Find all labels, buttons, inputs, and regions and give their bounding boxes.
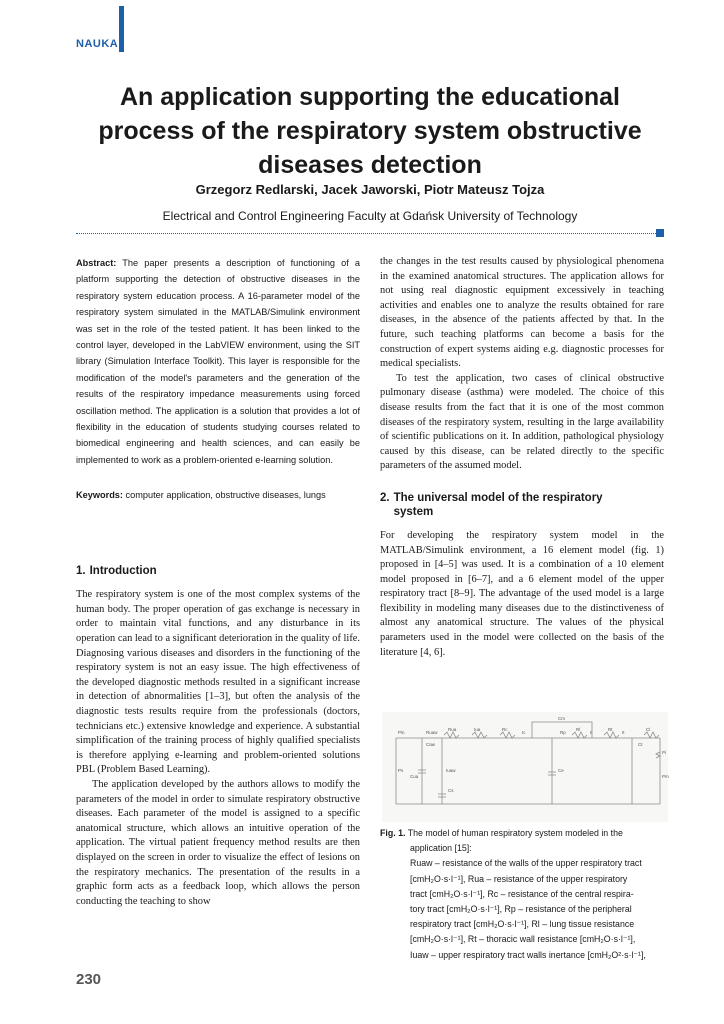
section-1-number: 1.: [76, 565, 86, 578]
figure-caption: [380, 826, 664, 963]
divider-end-square: [656, 229, 664, 237]
right-paragraph-1: the changes in the test results caused by physiological phenomena in the examined anatomical structures. The application allows for not using real diagnostic equipment excessively in teaching activities and enables one to analyze the results obtained for rare diseases, in the absence of the patients affected by that. In the future, such teaching platforms can become a basis for the construction of expert systems aiding e.g. diagnostic processes for medical specialists.: [380, 256, 664, 370]
figure-background: [382, 712, 668, 822]
left-column: [76, 255, 360, 909]
caption-line: tract [cmH₂O·s·l⁻¹], Rc – resistance of the central respira-: [410, 888, 634, 899]
label-ct: Ct: [638, 742, 643, 747]
abstract-text: The paper presents a description of functioning of a platform supporting the detection of obstructive diseases in the respiratory system education process. A 16-parameter model of the respiratory system simulated in the MATLAB/Simulink environment was set in the role of the tested patient. It has been linked to the control layer, developed in the LabVIEW environment, using the SIT library (Simulation Interface Toolkit). This layer is responsible for the modification of the model's parameters and the generation of the results of the respiratory impedance measurements using forced oscillation method. The application is a solution that provides a lot of flexibility in the education of students studying courses related to biomedical engineering and health sciences, and can easily be implemented to work as a problem-oriented e-learning solution.: [76, 258, 361, 465]
section-2-heading: [380, 491, 664, 519]
caption-text: The model of human respiratory system modeled in the: [407, 828, 623, 838]
label-ic: Ic: [522, 730, 526, 735]
intro-paragraph-1: The respiratory system is one of the most complex systems of the human body. The proper operation of gas exchange is necessary in order to maintain vital functions, and any disturbance in its operation can lead to a significant deterioration in the quality of life. Diagnosing various diseases and disorders in the functioning of the respiratory system is not an easy issue. The high effectiveness of the developed diagnostic methods resulted in a significant increase in detection of abnormalities [1–3], but often the analysis of the diagnostic tests results require from the professionals (doctors, technicians etc.) extensive knowledge and experience. A substantial simplification of the training process of highly qualified specialists is therefore applying e-learning and problem-oriented solutions PBL (Problem Based Learning).: [76, 589, 360, 776]
caption-line: application [15]:: [410, 843, 472, 854]
label-rt: Rt: [608, 727, 613, 732]
caption-line: respiratory tract [cmH₂O·s·l⁻¹], Rl – lung tissue resistance: [410, 919, 635, 930]
caption-line: Ruaw – resistance of the walls of the upper respiratory tract: [410, 858, 642, 869]
label-rua: Rua: [448, 727, 457, 732]
label-pi: Pi: [662, 750, 667, 755]
model-paragraph: For developing the respiratory system model in the MATLAB/Simulink environment, a 16 element model (fig. 1) proposed in [4–5] was used. It is a combination of a 10 element model proposed in [6–7], and a 6 element model of the upper respiratory tract [8–9]. The advantage of the used model is a large flexibility in modeling many diseases due to the distinctiveness of almost any anatomical structure. The values of the physical parameters used in the model were collected on the basis of the literature [4, 6].: [380, 529, 664, 658]
section-1-heading: [76, 564, 360, 578]
label-pin: Pin: [398, 730, 405, 735]
caption-line: [380, 826, 664, 841]
keywords-label: Keywords:: [76, 490, 123, 501]
label-iuaw: Iuaw: [446, 768, 456, 773]
keywords: [76, 488, 360, 502]
page-number: 230: [76, 971, 102, 988]
label-pm: Pm: [662, 774, 669, 779]
caption-line: [cmH₂O·s·l⁻¹], Rua – resistance of the upper respiratory: [410, 873, 628, 884]
label-cm: Cm: [558, 716, 565, 721]
label-rp: Rp: [560, 730, 566, 735]
label-rl: Rl: [576, 727, 581, 732]
section-1-title: Introduction: [89, 565, 157, 578]
abstract: [76, 255, 360, 468]
label-caw: Caw: [426, 742, 436, 747]
keywords-text: computer application, obstructive diseases, lungs: [125, 490, 326, 501]
label-rc: Rc: [502, 727, 508, 732]
section-tag: NAUKA: [76, 38, 119, 50]
paper-title: An application supporting the educational process of the respiratory system obstructive diseases detection: [98, 83, 642, 179]
caption-line: tory tract [cmH₂O·s·l⁻¹], Rp – resistance of the peripheral: [410, 904, 632, 915]
section-accent-bar: [119, 6, 124, 52]
section-2-title: The universal model of the respiratory system: [393, 491, 603, 518]
label-iua: Iua: [474, 727, 481, 732]
section-2-number: 2.: [380, 491, 390, 504]
circuit-diagram-figure: [382, 712, 668, 822]
label-cua: Cua: [410, 774, 419, 779]
caption-label: Fig. 1.: [380, 828, 406, 838]
caption-line: Iuaw – upper respiratory tract walls inertance [cmH₂O²·s·l⁻¹],: [410, 949, 646, 960]
caption-line: [cmH₂O·s·l⁻¹], Rt – thoracic wall resistance [cmH₂O·s·l⁻¹],: [410, 934, 636, 945]
right-paragraph-2: To test the application, two cases of clinical obstructive pulmonary disease (asthma) were modeled. The choice of this disease results from the fact that it is one of the most common diseases of the respiratory system, resulting in the large availability of scientific publications on it. In addition, pathological physiology caused by this disease, can be related directly to the specific parameters of the assumed model.: [380, 372, 664, 472]
intro-paragraph-2: The application developed by the authors allows to modify the parameters of the model in order to simulate respiratory obstructive diseases. Each parameter of the model is assigned to a specific anatomical structure, which allows an intuitive operation of the application. The virtual patient frequency method results are then displayed on the screen in order to visualize the effect of lesions on the respiratory mechanics. The presentation of the results in a graphic form acts as a feedback loop, which allows the person conducting the teaching to show: [76, 779, 360, 907]
abstract-label: Abstract:: [76, 258, 117, 268]
header-divider: [76, 233, 656, 234]
label-it: It: [622, 730, 625, 735]
label-ps: Ps: [398, 768, 404, 773]
label-ruaw: Ruaw: [426, 730, 438, 735]
paper-affiliation: Electrical and Control Engineering Faculty at Gdańsk University of Technology: [162, 209, 578, 223]
label-ce: Ce: [558, 768, 564, 773]
right-column: [380, 255, 664, 660]
label-cl: Cl: [646, 727, 651, 732]
label-cs: Cs: [448, 788, 454, 793]
paper-authors: Grzegorz Redlarski, Jacek Jaworski, Piotr Mateusz Tojza: [195, 182, 545, 197]
label-il: Il: [590, 730, 593, 735]
